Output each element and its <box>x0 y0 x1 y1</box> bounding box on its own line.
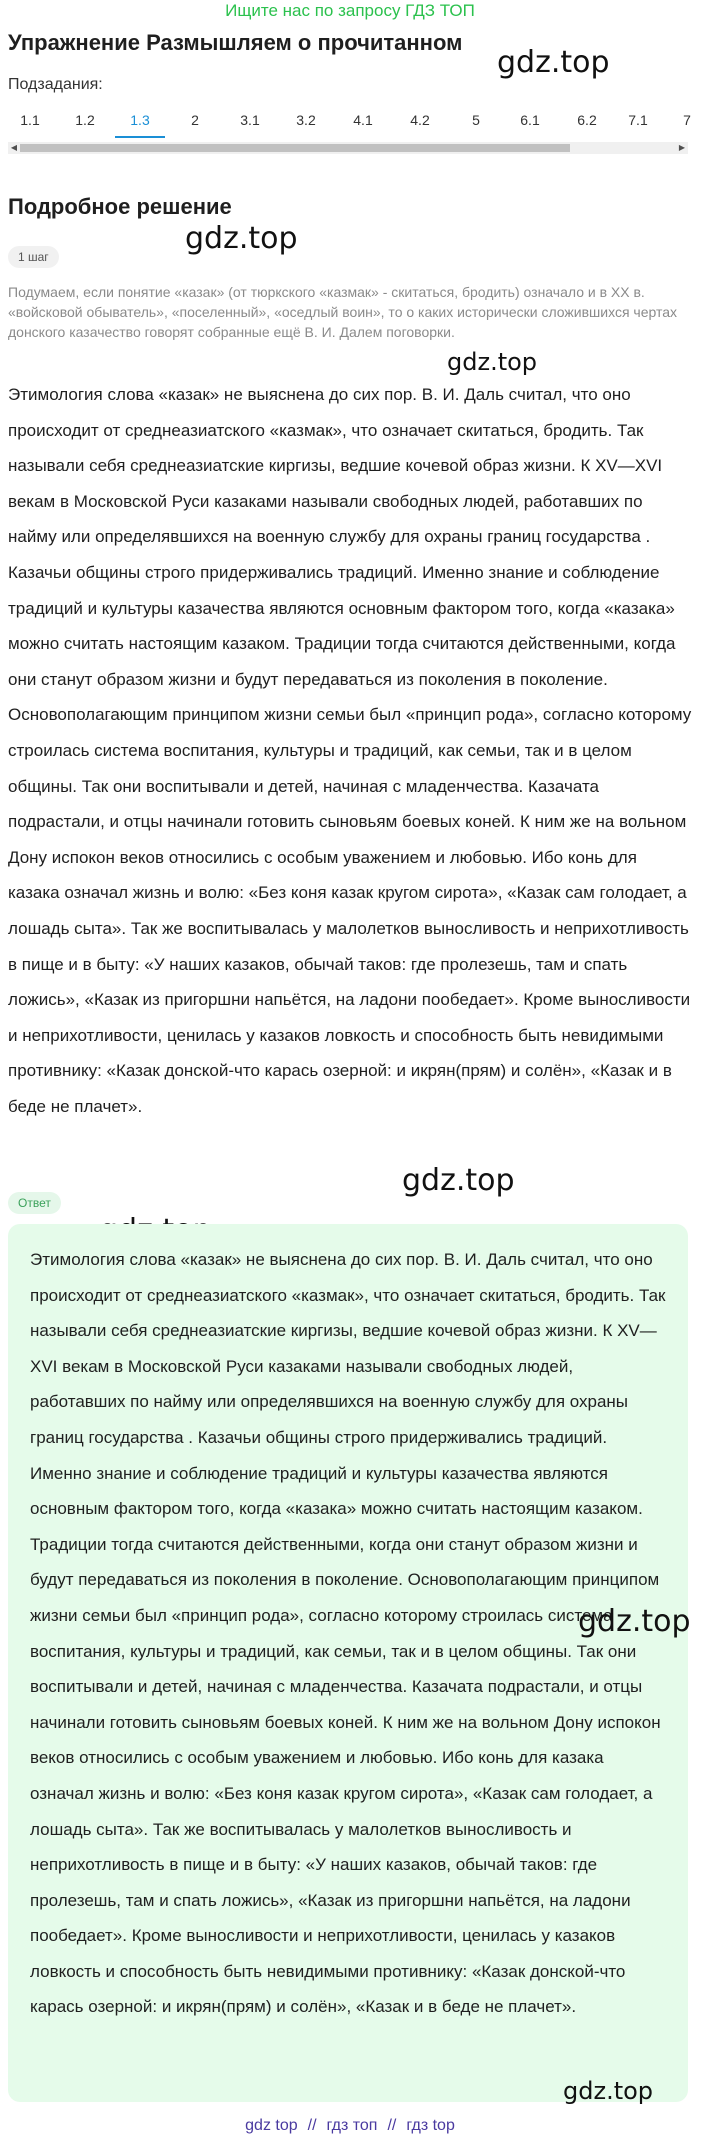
watermark: gdz.top <box>578 1604 691 1639</box>
tab-5[interactable]: 5 <box>472 112 480 128</box>
footer-separator: // <box>307 2117 317 2134</box>
footer-separator: // <box>387 2117 397 2134</box>
tab-4-1[interactable]: 4.1 <box>353 112 373 128</box>
footer-link-gdz-top-mixed[interactable]: гдз top <box>406 2117 455 2134</box>
tab-1-2[interactable]: 1.2 <box>75 112 95 128</box>
subtasks-label: Подзадания: <box>8 76 103 93</box>
footer-link-gdz-top[interactable]: gdz top <box>245 2117 298 2134</box>
watermark: gdz.top <box>497 45 610 80</box>
watermark: gdz.top <box>402 1163 515 1198</box>
search-banner: Ищите нас по запросу ГДЗ ТОП <box>225 1 475 20</box>
answer-text: Этимология слова «казак» не выяснена до сих пор. В. И. Даль считал, что оно происходит от среднеазиатского «казмак», что означает скитаться, бродить. Так называли себя среднеазиатские киргизы, ведшие кочевой образ жизни. К XV—XVI векам в Московской Руси казаками называли свободных людей, работавших по найму или определявшихся на военную службу для охраны границ государства . Казачьи общины строго придерживались традиций. Именно знание и соблюдение традиций и культуры казачества являются основным фактором того, когда «казака» можно считать настоящим казаком. Традиции тогда считаются действенными, когда они станут образом жизни и будут передаваться из поколения в поколение. Основополагающим принципом жизни семьи был «принцип рода», согласно которому строилась система воспитания, культуры и традиций, как семьи, так и в целом общины. Так они воспитывали и детей, начиная с младенчества. Казачата подрастали, и отцы начинали готовить сыновьям боевых коней. К ним же на вольном Дону испокон веков относились с особым уважением и любовью. Ибо конь для казака означал жизнь и волю: «Без коня казак кругом сирота», «Казак сам голодает, а лошадь сыта». Так же воспитывалась у малолетков выносливость и неприхотливость в пище и в быту: «У наших казаков, обычай таков: где пролезешь, там и спать ложись», «Казак из пригоршни напьётся, на ладони пообедает». Кроме выносливости и неприхотливости, ценилась у казаков ловкость и способность быть невидимыми противнику: «Казак донской-что карась озерной: и икрян(прям) и солён», «Казак и в беде не плачет». <box>30 1250 666 2017</box>
footer-links <box>0 2114 700 2138</box>
watermark: gdz.top <box>563 2077 654 2105</box>
scrollbar-thumb[interactable] <box>20 144 570 152</box>
footer-link-gdz-top-ru[interactable]: гдз топ <box>326 2117 378 2134</box>
solution-text: Этимология слова «казак» не выяснена до сих пор. В. И. Даль считал, что оно происходит от среднеазиатского «казмак», что означает скитаться, бродить. Так называли себя среднеазиатские киргизы, ведшие кочевой образ жизни. К XV—XVI векам в Московской Руси казаками называли свободных людей, работавших по найму или определявшихся на военную службу для охраны границ государства . Казачьи общины строго придерживались традиций. Именно знание и соблюдение традиций и культуры казачества являются основным фактором того, когда «казака» можно считать настоящим казаком. Традиции тогда считаются действенными, когда они станут образом жизни и будут передаваться из поколения в поколение. Основополагающим принципом жизни семьи был «принцип рода», согласно которому строилась система воспитания, культуры и традиций, как семьи, так и в целом общины. Так они воспитывали и детей, начиная с младенчества. Казачата подрастали, и отцы начинали готовить сыновьям боевых коней. К ним же на вольном Дону испокон веков относились с особым уважением и любовью. Ибо конь для казака означал жизнь и волю: «Без коня казак кругом сирота», «Казак сам голодает, а лошадь сыта». Так же воспитывалась у малолетков выносливость и неприхотливость в пище и в быту: «У наших казаков, обычай таков: где пролезешь, там и спать ложись», «Казак из пригоршни напьётся, на ладони пообедает». Кроме выносливости и неприхотливости, ценилась у казаков ловкость и способность быть невидимыми противнику: «Казак донской-что карась озерной: и икрян(прям) и солён», «Казак и в беде не плачет». <box>8 385 692 1116</box>
tab-1-1[interactable]: 1.1 <box>20 112 40 128</box>
watermark: gdz.top <box>185 221 298 256</box>
page-title: Упражнение Размышляем о прочитанном <box>8 30 463 55</box>
tab-2[interactable]: 2 <box>191 112 199 128</box>
subtask-tabs <box>0 104 690 138</box>
watermark: gdz.top <box>447 348 538 376</box>
tab-6-2[interactable]: 6.2 <box>577 112 597 128</box>
section-title: Подробное решение <box>8 194 232 219</box>
tab-3-2[interactable]: 3.2 <box>296 112 316 128</box>
step-badge: 1 шаг <box>8 246 59 268</box>
triangle-right-icon[interactable]: ▶ <box>678 143 686 152</box>
tabs-scrollbar[interactable] <box>8 142 688 154</box>
hint-text: Подумаем, если понятие «казак» (от тюркского «казмак» - скитаться, бродить) означало и в XX в. «войсковой обыватель», «поселенный», «оседлый воин», то о каких исторически сложившихся чертах донского казачество говорят собранные ещё В. И. Далем поговорки. <box>8 284 678 340</box>
answer-badge: Ответ <box>8 1192 61 1214</box>
tab-3-1[interactable]: 3.1 <box>240 112 260 128</box>
tab-7[interactable]: 7 <box>683 112 691 128</box>
tab-7-1[interactable]: 7.1 <box>628 112 648 128</box>
tab-6-1[interactable]: 6.1 <box>520 112 540 128</box>
triangle-left-icon[interactable]: ◀ <box>10 143 18 152</box>
tab-4-2[interactable]: 4.2 <box>410 112 430 128</box>
tab-1-3[interactable]: 1.3 <box>115 104 165 138</box>
answer-box <box>8 1224 688 2102</box>
